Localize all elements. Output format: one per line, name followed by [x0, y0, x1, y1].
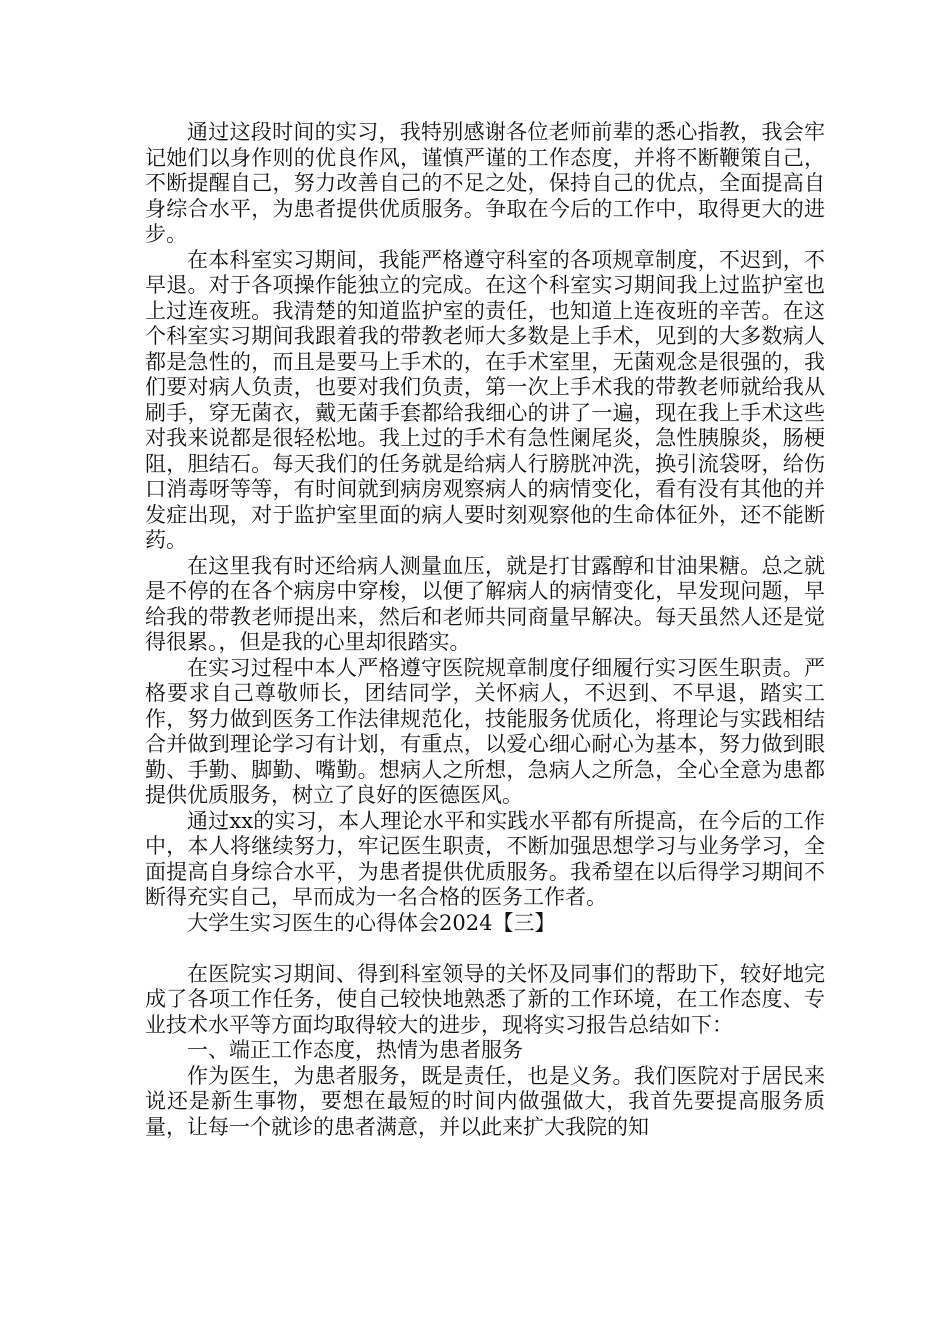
paragraph: 通过这段时间的实习，我特别感谢各位老师前辈的悉心指教，我会牢记她们以身作则的优良作风，谨慎严谨的工作态度，并将不断鞭策自己，不断提醒自己，努力改善自己的不足之处，保持自己的优点，全面提高自身综合水平，为患者提供优质服务。争取在今后的工作中，取得更大的进步。	[145, 120, 825, 246]
paragraph: 在医院实习期间、得到科室领导的关怀及同事们的帮助下，较好地完成了各项工作任务，使自己较快地熟悉了新的工作环境，在工作态度、专业技术水平等方面均取得较大的进步，现将实习报告总结如下：	[145, 961, 825, 1037]
subheading: 一、端正工作态度，热情为患者服务	[187, 1038, 523, 1062]
paragraph: 在这里我有时还给病人测量血压，就是打甘露醇和甘油果糖。总之就是不停的在各个病房中穿梭，以便了解病人的病情变化，早发现问题，早给我的带教老师提出来，然后和老师共同商量早解决。每天虽然人还是觉得很累。，但是我的心里却很踏实。	[145, 553, 825, 654]
blank-line	[145, 936, 825, 962]
paragraph: 在本科室实习期间，我能严格遵守科室的各项规章制度，不迟到，不早退。对于各项操作能独立的完成。在这个科室实习期间我上过监护室也上过连夜班。我清楚的知道监护室的责任，也知道上连夜班的辛苦。在这个科室实习期间我跟着我的带教老师大多数是上手术，见到的大多数病人都是急性的，而且是要马上手术的，在手术室里，无菌观念是很强的，我们要对病人负责，也要对我们负责，第一次上手术我的带教老师就给我从刷手，穿无菌衣，戴无菌手套都给我细心的讲了一遍，现在我上手术这些对我来说都是很轻松地。我上过的手术有急性阑尾炎，急性胰腺炎，肠梗阻，胆结石。每天我们的任务就是给病人行膀胱冲洗，换引流袋呀，给伤口消毒呀等等，有时间就到病房观察病人的病情变化，看有没有其他的并发症出现，对于监护室里面的病人要时刻观察他的生命体征外，还不能断药。	[145, 247, 825, 552]
paragraph: 在实习过程中本人严格遵守医院规章制度仔细履行实习医生职责。严格要求自己尊敬师长，团结同学，关怀病人，不迟到、不早退，踏实工作，努力做到医务工作法律规范化，技能服务优质化，将理论与实践相结合并做到理论学习有计划，有重点，以爱心细心耐心为基本，努力做到眼勤、手勤、脚勤、嘴勤。想病人之所想，急病人之所急，全心全意为患都提供优质服务，树立了良好的医德医风。	[145, 655, 825, 807]
section-title: 大学生实习医生的心得体会2024【三】	[187, 910, 556, 935]
document-page	[145, 120, 825, 1140]
paragraph: 作为医生，为患者服务，既是责任，也是义务。我们医院对于居民来说还是新生事物，要想在最短的时间内做强做大，我首先要提高服务质量，让每一个就诊的患者满意，并以此来扩大我院的知	[145, 1063, 825, 1139]
paragraph: 通过xx的实习，本人理论水平和实践水平都有所提高，在今后的工作中，本人将继续努力，牢记医生职责，不断加强思想学习与业务学习，全面提高自身综合水平，为患者提供优质服务。我希望在以后得学习期间不断得充实自己，早而成为一名合格的医务工作者。	[145, 808, 825, 909]
